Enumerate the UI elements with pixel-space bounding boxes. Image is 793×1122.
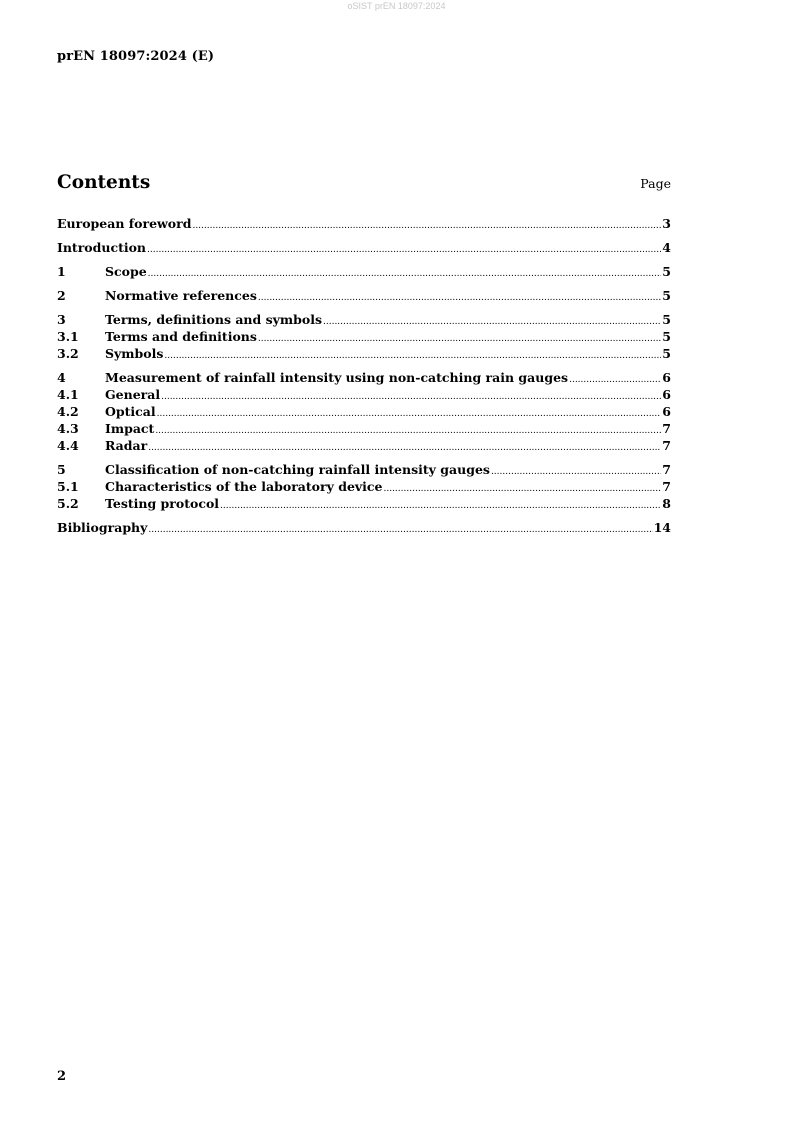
toc-entry-title: Characteristics of the laboratory device — [105, 479, 383, 494]
toc-entry-page: 7 — [662, 479, 671, 494]
dot-leader — [383, 481, 661, 498]
toc-entry-title: Classification of non-catching rainfall intensity gauges — [105, 462, 490, 477]
dot-leader — [155, 423, 661, 440]
toc-entry-number: 5.2 — [57, 496, 79, 511]
toc-entry-laboratory-device[interactable] — [57, 478, 671, 495]
toc-entry-title: Impact — [105, 421, 155, 436]
toc-entry-page: 5 — [662, 329, 671, 344]
toc-entry-optical[interactable] — [57, 403, 671, 420]
toc-page-column-label: Page — [640, 176, 671, 191]
toc-entry-title: Terms, definitions and symbols — [105, 312, 322, 327]
toc-entry-title: Testing protocol — [105, 496, 220, 511]
toc-entry-page: 6 — [662, 404, 671, 419]
document-id-header: prEN 18097:2024 (E) — [57, 49, 215, 64]
toc-entry-number: 5 — [57, 462, 66, 477]
toc-entry-title: Measurement of rainfall intensity using non-catching rain gauges — [105, 370, 569, 385]
toc-entry-introduction[interactable] — [57, 239, 671, 256]
toc-entry-measurement-of-rainfall-intensity[interactable] — [57, 369, 671, 386]
toc-entry-classification[interactable] — [57, 461, 671, 478]
toc-entry-bibliography[interactable] — [57, 519, 671, 536]
page-number: 2 — [57, 1069, 67, 1084]
toc-heading — [57, 172, 671, 193]
toc-entry-normative-references[interactable] — [57, 287, 671, 304]
toc-entry-title: General — [105, 387, 161, 402]
dot-leader — [147, 242, 661, 259]
dot-leader — [148, 266, 662, 283]
toc-entry-title: European foreword — [57, 216, 192, 231]
toc-entry-page: 6 — [662, 370, 671, 385]
toc-entry-title: Normative references — [105, 288, 257, 303]
dot-leader — [569, 372, 661, 389]
dot-leader — [164, 348, 661, 365]
toc-entry-title: Optical — [105, 404, 156, 419]
toc-entry-title: Bibliography — [57, 520, 148, 535]
toc-entry-page: 5 — [662, 288, 671, 303]
toc-entry-page: 4 — [662, 240, 671, 255]
dot-leader — [157, 406, 662, 423]
toc-entry-radar[interactable] — [57, 437, 671, 454]
toc-entry-scope[interactable] — [57, 263, 671, 280]
toc-entry-number: 3.1 — [57, 329, 79, 344]
toc-entry-title: Scope — [105, 264, 147, 279]
toc-entry-page: 5 — [662, 346, 671, 361]
toc-entry-title: Symbols — [105, 346, 164, 361]
toc-entry-number: 3 — [57, 312, 66, 327]
toc-entry-symbols[interactable] — [57, 345, 671, 362]
toc-title: Contents — [57, 172, 151, 193]
dot-leader — [148, 440, 661, 457]
dot-leader — [220, 498, 661, 515]
toc-entry-general[interactable] — [57, 386, 671, 403]
toc-entry-title: Terms and definitions — [105, 329, 257, 344]
toc-entry-page: 7 — [662, 462, 671, 477]
dot-leader — [258, 331, 661, 348]
toc-entry-page: 7 — [662, 421, 671, 436]
toc-entry-page: 7 — [662, 438, 671, 453]
table-of-contents — [57, 215, 671, 536]
toc-entry-number: 5.1 — [57, 479, 79, 494]
toc-entry-impact[interactable] — [57, 420, 671, 437]
toc-entry-page: 14 — [653, 520, 671, 535]
toc-entry-title: Introduction — [57, 240, 147, 255]
toc-entry-number: 4.1 — [57, 387, 79, 402]
toc-entry-european-foreword[interactable] — [57, 215, 671, 232]
toc-entry-title: Radar — [105, 438, 148, 453]
toc-entry-number: 4.3 — [57, 421, 79, 436]
toc-entry-terms-definitions-symbols[interactable] — [57, 311, 671, 328]
dot-leader — [258, 290, 661, 307]
toc-entry-terms-and-definitions[interactable] — [57, 328, 671, 345]
dot-leader — [192, 218, 661, 235]
toc-entry-page: 5 — [662, 312, 671, 327]
toc-entry-number: 4.2 — [57, 404, 79, 419]
toc-entry-page: 6 — [662, 387, 671, 402]
dot-leader — [148, 522, 652, 539]
toc-entry-page: 3 — [662, 216, 671, 231]
toc-entry-number: 2 — [57, 288, 66, 303]
toc-entry-number: 4 — [57, 370, 66, 385]
toc-entry-testing-protocol[interactable] — [57, 495, 671, 512]
toc-entry-number: 1 — [57, 264, 66, 279]
dot-leader — [491, 464, 661, 481]
watermark: oSIST prEN 18097:2024 — [347, 1, 446, 11]
toc-entry-page: 5 — [662, 264, 671, 279]
dot-leader — [323, 314, 661, 331]
dot-leader — [161, 389, 661, 406]
toc-entry-number: 3.2 — [57, 346, 79, 361]
toc-entry-page: 8 — [662, 496, 671, 511]
toc-entry-number: 4.4 — [57, 438, 79, 453]
